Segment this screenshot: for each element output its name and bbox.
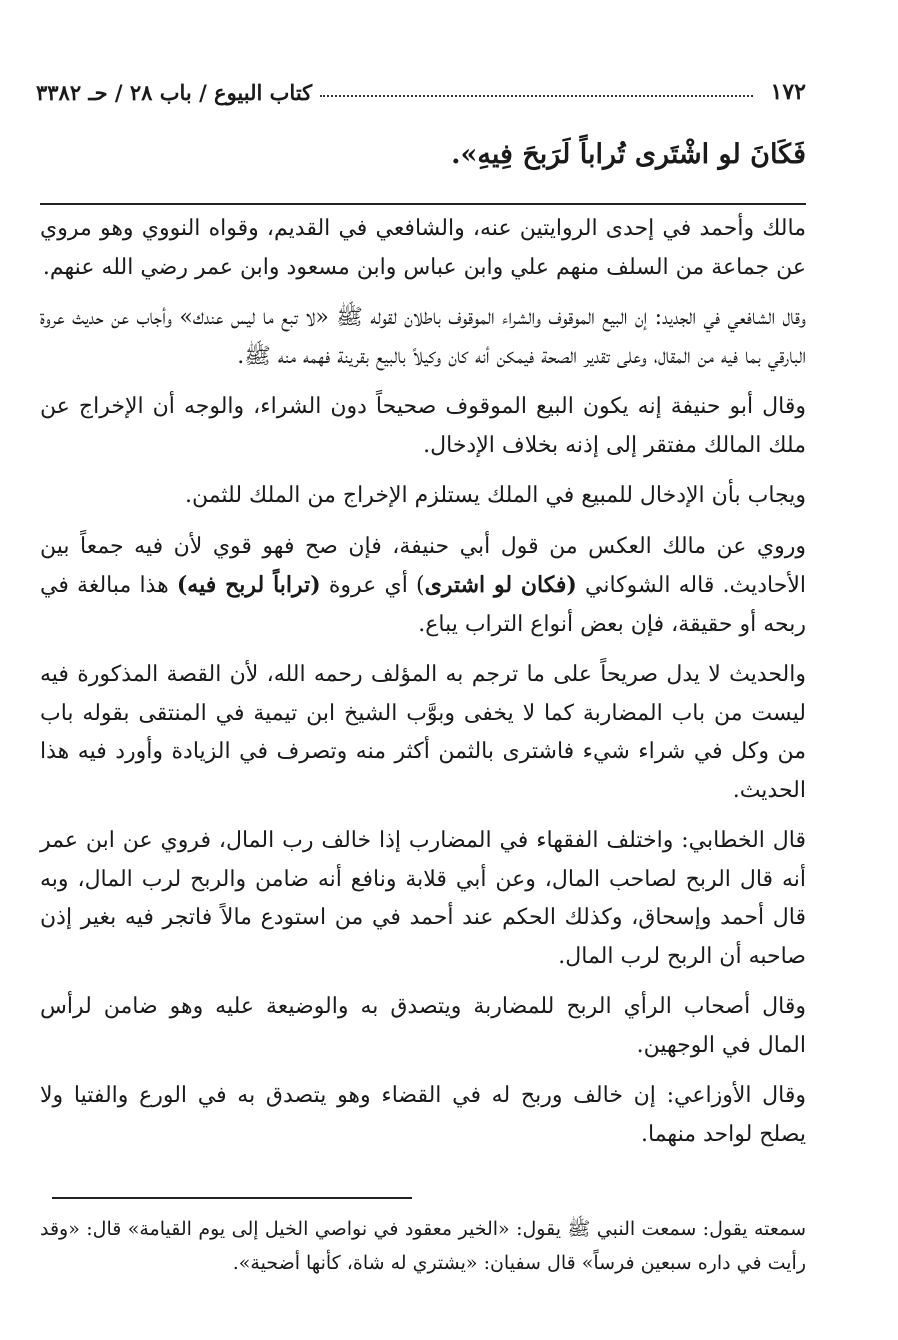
- quoted-phrase: (تراباً لربح فيه): [176, 572, 321, 598]
- commentary-paragraph: ويجاب بأن الإدخال للمبيع في الملك يستلزم الإخراج من الملك للثمن.: [184, 483, 806, 508]
- paragraph-text: وروي عن مالك العكس من قول أبي حنيفة، فإن صح فهو قوي لأن فيه جمعاً بين الأحاديث. قاله الشوكاني: [40, 533, 806, 598]
- running-head: كتاب البيوع / باب ٢٨ / حـ ٣٣٨٢: [36, 79, 313, 105]
- paragraph-text: هذا مبالغة في ربحه أو حقيقة، فإن بعض أنواع التراب يباع.: [40, 573, 806, 637]
- quoted-phrase: (فكان لو اشترى: [424, 572, 577, 598]
- commentary-paragraph: وقال الشافعي في الجديد: إن البيع الموقوف والشراء الموقوف باطلان لقوله ﷺ «لا تبع ما ليس عندك» وأجاب عن حديث عروة البارقي بما فيه من المقال، وعلى تقدير الصحة فيمكن أنه كان وكيلاً بالبيع بقرينة فهمه منه ﷺ.: [40, 305, 806, 369]
- commentary-body: [40, 210, 806, 1166]
- page-number: ١٧٢: [770, 79, 806, 105]
- commentary-paragraph: مالك وأحمد في إحدى الروايتين عنه، والشافعي في القديم، وقواه النووي وهو مروي عن جماعة من السلف منهم علي وابن عباس وابن مسعود وابن عمر رضي الله عنهم.: [40, 216, 806, 280]
- commentary-paragraph: قال الخطابي: واختلف الفقهاء في المضارب إذا خالف رب المال، فروي عن ابن عمر أنه قال الربح لصاحب المال، وعن أبي قلابة ونافع أنه ضامن والربح لرب المال، وبه قال أحمد وإسحاق، وكذلك الحكم عند أحمد في من استودع مالاً فاتجر فيه بغير إذن صاحبه أن الربح لرب المال.: [40, 828, 806, 969]
- commentary-paragraph: والحديث لا يدل صريحاً على ما ترجم به المؤلف رحمه الله، لأن القصة المذكورة فيه ليست من باب المضاربة كما لا يخفى وبوَّب الشيخ ابن تيمية في المنتقى بقوله باب من وكل في شراء شيء فاشترى بالثمن أكثر منه وتصرف في الزيادة وأورد فيه هذا الحديث.: [40, 662, 806, 803]
- commentary-paragraph: وقال أبو حنيفة إنه يكون البيع الموقوف صحيحاً دون الشراء، والوجه أن الإخراج عن ملك المالك مفتقر إلى إذنه بخلاف الإدخال.: [40, 394, 806, 458]
- commentary-paragraph: وقال أصحاب الرأي الربح للمضاربة ويتصدق به والوضيعة عليه وهو ضامن لرأس المال في الوجهين.: [40, 994, 806, 1058]
- footnote: [40, 1212, 806, 1280]
- commentary-paragraph: [40, 528, 806, 645]
- paragraph-text: ) أي عروة: [320, 573, 425, 598]
- footnote-text: سمعته يقول: سمعت النبي ﷺ يقول: «الخير معقود في نواصي الخيل إلى يوم القيامة» قال: «وقد رأيت في داره سبعين فرساً» قال سفيان: «يشتري له شاة، كأنها أضحية».: [40, 1218, 806, 1274]
- footnote-separator: [52, 1197, 412, 1199]
- separator-rule: [40, 203, 806, 205]
- hadith-text: فَكَانَ لو اشْتَرى تُراباً لَرَبحَ فِيهِ».: [451, 139, 806, 170]
- page-header: [36, 72, 806, 112]
- commentary-paragraph: وقال الأوزاعي: إن خالف وربح له في القضاء وهو يتصدق به في الورع والفتيا ولا يصلح لواحد منهما.: [40, 1083, 806, 1147]
- leader-dots: [320, 95, 752, 97]
